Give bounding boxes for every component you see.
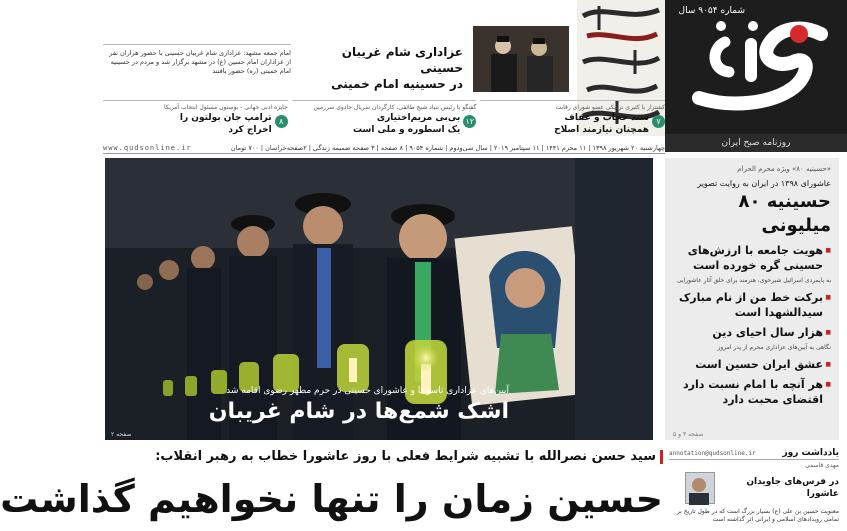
author-avatar bbox=[685, 472, 715, 504]
photo-kicker: آیین‌های عزاداری تاسوعا و عاشورای حسینی در حرم مطهر رضوی اقامه شد bbox=[226, 386, 509, 396]
teaser-page-badge: ۱۲ bbox=[463, 115, 476, 128]
bottom-kicker bbox=[107, 448, 663, 466]
photo-headline[interactable]: اشک شمع‌ها در شام غریبان bbox=[208, 399, 509, 424]
kicker-bar bbox=[660, 450, 663, 464]
teaser-item[interactable] bbox=[292, 100, 477, 136]
note-header bbox=[669, 448, 839, 460]
note-title: یادداشت روز bbox=[782, 448, 839, 458]
teaser-title-line2: اخراج کرد bbox=[228, 125, 272, 135]
teaser-title: ترامپ جان بولتون را bbox=[179, 113, 272, 123]
feature-item[interactable]: ■ عشق ایران حسین است bbox=[673, 357, 831, 372]
teaser-kicker: گفتگو با رئیس بنیاد شیخ طائفی، کارگردان سریال جادوی سرزمین bbox=[313, 104, 477, 111]
teaser-item[interactable] bbox=[103, 100, 288, 136]
feature-item[interactable]: ■ هر آنچه با امام نسبت دارد اقتضای محبت دارد bbox=[673, 377, 831, 407]
top-side-text: امام جمعه مشهد: عزاداری شام غریبان حسینی با حضور هزاران نفر از عزاداران امام حسین (ع) در مشهد برگزار شد و مردم در حسینیه امام خمینی (ره) حضور یافتند bbox=[109, 49, 291, 75]
teaser-kicker: کشتزار با کثیری نزدیکی عضو شورای رقابت bbox=[555, 104, 665, 111]
masthead bbox=[665, 0, 847, 152]
feature-item[interactable]: ■ هزار سال احیای دین bbox=[673, 325, 831, 340]
teaser-page-badge: ۷ bbox=[652, 115, 665, 128]
photo-caption bbox=[105, 385, 653, 426]
teaser-kicker: جایزه ادبی جهانی - بوستون مسئول انتخاب آمریکا bbox=[164, 104, 288, 111]
issue-info-strip bbox=[103, 142, 665, 154]
teaser-title: بی‌بی مریم‌اختیاری bbox=[376, 113, 461, 123]
site-url-link[interactable]: www.qudsonline.ir bbox=[103, 144, 192, 152]
top-lead-title-line2: در حسینیه امام خمینی bbox=[331, 77, 463, 91]
daily-note-box bbox=[669, 448, 839, 531]
note-piece-title[interactable]: در فرس‌های جاویدان عاشورا bbox=[746, 477, 839, 499]
top-lead-title: عزاداری شام غریبان حسینی bbox=[341, 45, 463, 75]
feature-page-ref: صفحه ۴ و ۵ bbox=[673, 431, 704, 438]
note-author: مهدی قاسمی bbox=[805, 462, 839, 469]
tagline: روزنامه صبح ایران bbox=[665, 134, 847, 152]
note-text: معنویت حسین بن علی (ع) بسیار بزرگ است که در طول تاریخ بر تمامی رویدادهای اسلامی و ایرانی اثر گذاشته است bbox=[676, 508, 839, 523]
feature-kicker: «حسینیه ۸۰» ویژه محرم الحرام bbox=[737, 165, 831, 173]
teaser-item[interactable] bbox=[480, 100, 665, 136]
bottom-headline[interactable]: حسین زمان را تنها نخواهیم گذاشت bbox=[0, 477, 663, 521]
issue-tag-text: شماره ۹۰۵۴ سال bbox=[678, 6, 745, 16]
note-email[interactable]: annotation@qudsonline.ir bbox=[669, 449, 756, 457]
top-thumbnail-photo[interactable] bbox=[473, 26, 569, 92]
feature-item[interactable]: ■ برکت خط من از نام مبارک سیدالشهدا است bbox=[673, 290, 831, 320]
teaser-title-line2: یک اسطوره و ملی است bbox=[352, 125, 461, 135]
teaser-page-badge: ۸ bbox=[275, 115, 288, 128]
issue-date-text: چهارشنبه ۲۰ شهریور ۱۳۹۸ | ۱۱ محرم ۱۴۴۱ | ۱۱ سپتامبر ۲۰۱۹ | سال سی‌ودوم | شماره ۹۰۵۴ | ۸ صفحه | ۳ صفحه ضمیمه زندگی | ۲صفحه‌خراسان | ۷۰۰ تومان bbox=[230, 144, 665, 152]
top-side-story[interactable] bbox=[103, 44, 291, 76]
bottom-kicker-text: سید حسن نصرالله با تشبیه شرایط فعلی با روز عاشورا خطاب به رهبر انقلاب: bbox=[155, 449, 656, 464]
feature-headline[interactable]: حسینیه ۸۰ میلیونی bbox=[738, 191, 831, 236]
feature-item[interactable]: ■ هویت جامعه با ارزش‌های حسینی گره خورده است bbox=[673, 243, 831, 273]
right-column-feature bbox=[665, 158, 839, 440]
feature-subtitle: عاشورای ۱۳۹۸ در ایران به روایت تصویر bbox=[697, 179, 831, 188]
teaser-title-line2: همچنان نیازمند اصلاح bbox=[554, 125, 649, 135]
photo-page-ref: صفحه ۲ bbox=[111, 431, 132, 438]
newspaper-logo bbox=[681, 14, 831, 122]
main-photo[interactable] bbox=[105, 158, 653, 440]
feature-note: نگاهی به آیین‌های عزاداری محرم از پدر امروز bbox=[717, 344, 831, 351]
teaser-title: سند حجاب و عفاف bbox=[564, 113, 649, 123]
feature-note: به پایمردی اسرائیل شیرخوی، هنرمند برای خلق آثار عاشورایی bbox=[676, 277, 831, 284]
top-lead-story[interactable] bbox=[301, 44, 463, 92]
teaser-row bbox=[103, 100, 665, 136]
